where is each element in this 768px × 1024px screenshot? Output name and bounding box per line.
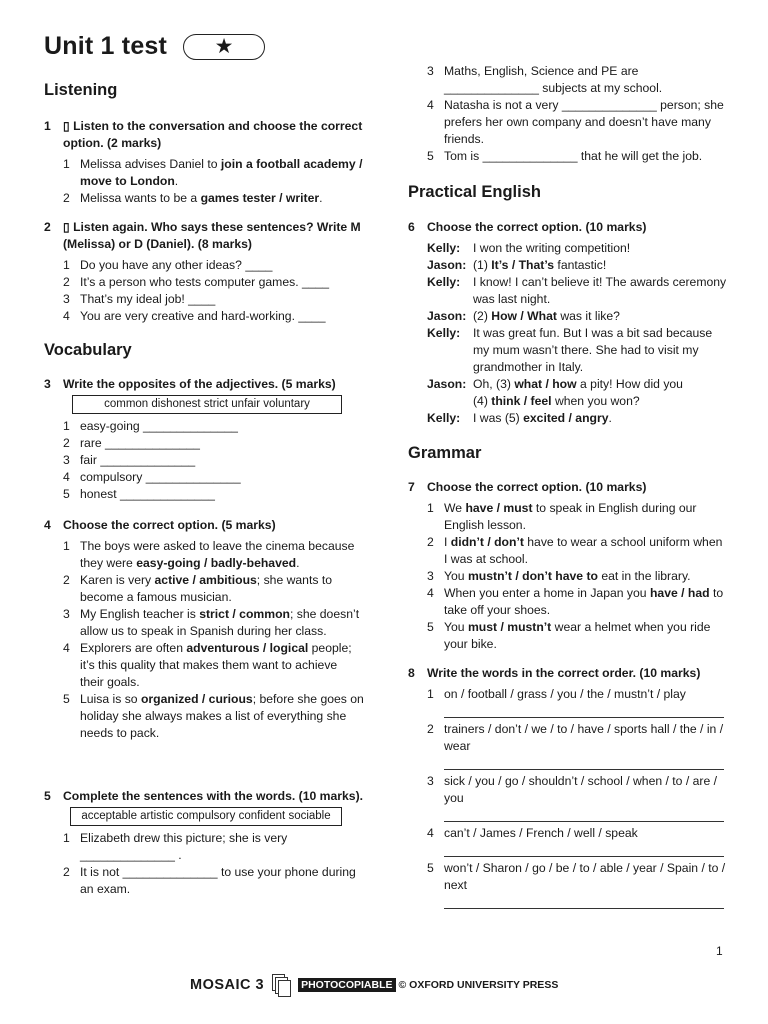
item-body — [444, 63, 728, 97]
photocopy-pages-icon — [272, 974, 290, 996]
dialogue-text — [473, 410, 728, 427]
question-number: 3 — [44, 377, 51, 391]
item-option: easy-going / badly-behaved — [136, 556, 297, 570]
item-option: adventurous / logical — [186, 641, 309, 655]
item-body — [444, 534, 728, 568]
question-7 — [408, 479, 728, 653]
speaker: Kelly: — [427, 275, 461, 289]
list-item — [63, 156, 364, 190]
item-text-end: wear a helmet when you ride your bike. — [444, 620, 711, 651]
dialogue-line — [427, 240, 728, 257]
item-number: 1 — [63, 831, 70, 845]
list-item — [63, 486, 364, 503]
question-instruction: ▯ Listen again. Who says these sentences? Write M (Melissa) or D (Daniel). (8 marks) — [63, 220, 361, 251]
question-number: 8 — [408, 666, 415, 680]
item-text: can’t / James / French / well / speak — [444, 826, 638, 840]
item-body — [444, 721, 728, 755]
item-text: That’s my ideal job! ____ — [80, 292, 216, 306]
list-item — [427, 500, 728, 534]
item-text: fair ______________ — [80, 453, 196, 467]
section-listening: Listening — [44, 81, 118, 99]
item-body — [80, 190, 364, 207]
answer-line — [444, 703, 724, 718]
speaker: Jason: — [427, 309, 467, 323]
item-number: 2 — [63, 275, 70, 289]
item-number: 2 — [427, 535, 434, 549]
list-item — [63, 830, 364, 864]
question-instruction: Choose the correct option. (10 marks) — [427, 480, 647, 494]
list-item — [63, 257, 364, 274]
item-number: 1 — [427, 687, 434, 701]
item-option: strict / common — [199, 607, 290, 621]
item-text-end: . — [296, 556, 300, 570]
item-text: I — [444, 535, 451, 549]
question-number: 7 — [408, 480, 415, 494]
item-option: How / What — [491, 309, 557, 323]
item-text: You — [444, 569, 468, 583]
item-text: I won the writing competition! — [473, 241, 631, 255]
section-grammar: Grammar — [408, 444, 482, 462]
list-item — [63, 418, 364, 435]
list-item — [427, 63, 728, 97]
question-5 — [44, 788, 364, 898]
list-item — [63, 606, 364, 640]
question-items — [63, 830, 364, 898]
item-body — [444, 773, 728, 807]
list-item — [427, 97, 728, 148]
item-number: 1 — [63, 539, 70, 553]
dialogue-text — [473, 308, 728, 325]
item-number: 4 — [63, 470, 70, 484]
item-number: 2 — [63, 865, 70, 879]
item-text: Tom is ______________ that he will get the job. — [444, 149, 703, 163]
dialogue-line — [427, 325, 728, 376]
dialogue-text — [473, 393, 728, 410]
item-option: must / mustn’t — [467, 620, 552, 634]
item-number: 4 — [427, 826, 434, 840]
item-number: 1 — [63, 157, 70, 171]
item-text: (4) — [473, 394, 492, 408]
item-text: We — [444, 501, 466, 515]
question-instruction: ▯ Listen to the conversation and choose the correct option. (2 marks) — [63, 119, 363, 150]
list-item — [63, 190, 364, 207]
item-body — [444, 619, 728, 653]
item-text: trainers / don’t / we / to / have / sports hall / the / in / wear — [444, 722, 724, 753]
word-box: common dishonest strict unfair voluntary — [72, 395, 342, 414]
item-body — [80, 469, 364, 486]
answer-line — [444, 894, 724, 909]
speaker: Kelly: — [427, 241, 461, 255]
item-text: compulsory ______________ — [80, 470, 241, 484]
dialogue-line — [427, 393, 728, 410]
item-text: Elizabeth drew this picture; she is very ______________ . — [80, 831, 288, 862]
item-body — [444, 825, 728, 842]
item-number: 3 — [63, 292, 70, 306]
item-number: 2 — [63, 573, 70, 587]
question-2 — [44, 219, 364, 325]
item-number: 1 — [63, 419, 70, 433]
item-text: When you enter a home in Japan you — [444, 586, 650, 600]
page-title: Unit 1 test — [44, 32, 168, 60]
list-item — [63, 691, 364, 742]
item-text: My English teacher is — [80, 607, 200, 621]
item-text-end: . — [608, 411, 612, 425]
question-items — [427, 63, 728, 165]
item-number: 3 — [63, 453, 70, 467]
question-number: 4 — [44, 518, 51, 532]
item-body — [80, 291, 364, 308]
list-item — [427, 721, 728, 755]
item-body — [80, 308, 364, 325]
list-item — [63, 274, 364, 291]
question-number: 2 — [44, 220, 51, 234]
item-text: Melissa wants to be a — [80, 191, 201, 205]
question-3 — [44, 376, 364, 503]
item-text: (1) — [473, 258, 492, 272]
item-text-end: was it like? — [556, 309, 620, 323]
item-number: 2 — [63, 436, 70, 450]
brand-logo: MOSAIC 3 — [190, 977, 265, 993]
item-text: You — [444, 620, 468, 634]
item-text-end: to speak in English during our English lesson. — [444, 501, 697, 532]
item-body — [444, 860, 728, 894]
item-option: have / must — [465, 501, 533, 515]
dialogue-text — [473, 257, 728, 274]
item-text-end: eat in the library. — [597, 569, 691, 583]
question-number: 5 — [44, 789, 51, 803]
item-number: 4 — [427, 586, 434, 600]
question-1 — [44, 118, 364, 207]
item-number: 1 — [63, 258, 70, 272]
question-instruction: Complete the sentences with the words. (10 marks). — [63, 789, 364, 803]
list-item — [427, 148, 728, 165]
list-item — [427, 686, 728, 703]
dialogue-line — [427, 257, 728, 274]
list-item — [63, 572, 364, 606]
item-text: The boys were asked to leave the cinema because they were — [80, 539, 355, 570]
question-items — [63, 538, 364, 742]
item-option: join a football academy / move to London — [80, 157, 363, 188]
item-body — [444, 97, 728, 148]
item-text: won’t / Sharon / go / be / to / able / year / Spain / to / next — [444, 861, 726, 892]
answer-line — [444, 807, 724, 822]
item-number: 5 — [427, 149, 434, 163]
difficulty-star-badge: ★ — [183, 34, 265, 60]
dialogue — [408, 240, 728, 427]
list-item — [427, 534, 728, 568]
header — [44, 32, 265, 61]
item-text: It was great fun. But I was a bit sad because my mum wasn’t there. She had to visit my grandmother in Italy. — [473, 326, 713, 374]
item-number: 4 — [63, 641, 70, 655]
item-body — [444, 568, 728, 585]
section-practical-english: Practical English — [408, 183, 541, 201]
answer-line — [444, 842, 724, 857]
dialogue-line — [427, 308, 728, 325]
item-option: think / feel — [491, 394, 552, 408]
item-text: Maths, English, Science and PE are ______________ subjects at my school. — [444, 64, 663, 95]
dialogue-line — [427, 376, 728, 393]
footer — [190, 974, 558, 996]
section-vocabulary: Vocabulary — [44, 341, 132, 359]
question-items — [427, 686, 728, 909]
item-text-end: to take off your shoes. — [444, 586, 724, 617]
item-text-end: a pity! How did you — [576, 377, 683, 391]
item-option: what / how — [514, 377, 577, 391]
item-body — [80, 156, 364, 190]
item-text: Oh, (3) — [473, 377, 515, 391]
item-number: 2 — [63, 191, 70, 205]
list-item — [63, 291, 364, 308]
question-6 — [408, 219, 728, 427]
speaker — [427, 393, 473, 410]
item-text: on / football / grass / you / the / mustn’t / play — [444, 687, 686, 701]
question-instruction: Write the opposites of the adjectives. (5 marks) — [63, 377, 336, 391]
item-text: Explorers are often — [80, 641, 187, 655]
item-number: 5 — [427, 861, 434, 875]
item-body — [80, 864, 364, 898]
list-item — [63, 538, 364, 572]
dialogue-text — [473, 240, 728, 257]
item-text: Karen is very — [80, 573, 155, 587]
item-body — [444, 585, 728, 619]
item-body — [80, 691, 364, 742]
question-5-continued — [408, 63, 728, 165]
question-8 — [408, 665, 728, 912]
question-items — [63, 257, 364, 325]
word-box: acceptable artistic compulsory confident sociable — [70, 807, 342, 826]
item-text: easy-going ______________ — [80, 419, 238, 433]
list-item — [427, 585, 728, 619]
item-text-end: when you won? — [551, 394, 640, 408]
photocopiable-badge: PHOTOCOPIABLE — [298, 978, 395, 992]
item-body — [80, 274, 364, 291]
item-text: I know! I can’t believe it! The awards ceremony was last night. — [473, 275, 727, 306]
item-body — [80, 640, 364, 691]
item-option: games tester / writer — [200, 191, 320, 205]
question-items — [63, 418, 364, 503]
item-text-end: ; before she goes on holiday she always makes a list of everything she needs to pack. — [80, 692, 364, 740]
item-option: organized / curious — [140, 692, 253, 706]
item-number: 3 — [427, 774, 434, 788]
item-body — [80, 538, 364, 572]
list-item — [427, 825, 728, 842]
item-text-end: . — [174, 174, 179, 188]
item-text-end: fantastic! — [554, 258, 607, 272]
item-body — [80, 418, 364, 435]
item-number: 5 — [63, 692, 70, 706]
question-items — [427, 500, 728, 653]
item-number: 2 — [427, 722, 434, 736]
item-text: sick / you / go / shouldn’t / school / when / to / are / you — [444, 774, 718, 805]
page-number: 1 — [716, 944, 723, 958]
item-number: 5 — [63, 487, 70, 501]
list-item — [427, 619, 728, 653]
item-number: 3 — [427, 64, 434, 78]
item-text: Do you have any other ideas? ____ — [80, 258, 273, 272]
list-item — [63, 640, 364, 691]
question-number: 6 — [408, 220, 415, 234]
item-text: Natasha is not a very ______________ person; she prefers her own company and doesn’t have many friends. — [444, 98, 724, 146]
speaker: Jason: — [427, 377, 467, 391]
item-text: honest ______________ — [80, 487, 215, 501]
item-text: You are very creative and hard-working. ____ — [80, 309, 326, 323]
item-text-end: . — [319, 191, 323, 205]
item-option: active / ambitious — [154, 573, 257, 587]
item-text: Luisa is so — [80, 692, 141, 706]
speaker: Kelly: — [427, 326, 461, 340]
item-text: rare ______________ — [80, 436, 200, 450]
item-text-end: people; it’s this quality that makes them want to achieve their goals. — [80, 641, 352, 689]
list-item — [63, 469, 364, 486]
list-item — [63, 435, 364, 452]
item-number: 1 — [427, 501, 434, 515]
question-number: 1 — [44, 119, 51, 133]
answer-line — [444, 755, 724, 770]
dialogue-line — [427, 274, 728, 308]
item-option: have / had — [649, 586, 710, 600]
item-body — [444, 148, 728, 165]
item-option: didn’t / don’t — [450, 535, 524, 549]
item-option: excited / angry — [523, 411, 609, 425]
item-text: It is not ______________ to use your phone during an exam. — [80, 865, 356, 896]
item-body — [80, 830, 364, 864]
item-number: 4 — [427, 98, 434, 112]
item-option: mustn’t / don’t have to — [467, 569, 598, 583]
speaker: Jason: — [427, 258, 467, 272]
question-instruction: Write the words in the correct order. (10 marks) — [427, 666, 701, 680]
item-body — [80, 572, 364, 606]
list-item — [63, 308, 364, 325]
question-items — [63, 156, 364, 207]
item-body — [80, 257, 364, 274]
item-number: 3 — [63, 607, 70, 621]
dialogue-text — [473, 325, 728, 376]
item-text-end: ; she wants to become a famous musician. — [80, 573, 332, 604]
item-option: It’s / That’s — [491, 258, 555, 272]
item-body — [80, 452, 364, 469]
dialogue-text — [473, 376, 728, 393]
list-item — [63, 452, 364, 469]
item-number: 5 — [427, 620, 434, 634]
item-body — [444, 500, 728, 534]
list-item — [427, 773, 728, 807]
list-item — [63, 864, 364, 898]
item-text: I was (5) — [473, 411, 524, 425]
item-text-end: have to wear a school uniform when I was at school. — [444, 535, 723, 566]
item-body — [80, 486, 364, 503]
item-body — [80, 606, 364, 640]
question-instruction: Choose the correct option. (10 marks) — [427, 220, 647, 234]
dialogue-line — [427, 410, 728, 427]
item-number: 3 — [427, 569, 434, 583]
item-text: (2) — [473, 309, 492, 323]
dialogue-text — [473, 274, 728, 308]
item-body — [80, 435, 364, 452]
question-4 — [44, 517, 364, 742]
item-number: 4 — [63, 309, 70, 323]
item-text: It’s a person who tests computer games. ____ — [80, 275, 330, 289]
speaker: Kelly: — [427, 411, 461, 425]
question-instruction: Choose the correct option. (5 marks) — [63, 518, 276, 532]
publisher-credit: © OXFORD UNIVERSITY PRESS — [398, 979, 559, 991]
item-text: Melissa advises Daniel to — [80, 157, 221, 171]
list-item — [427, 568, 728, 585]
list-item — [427, 860, 728, 894]
item-body — [444, 686, 728, 703]
item-text-end: ; she doesn’t allow us to speak in Spanish during her class. — [80, 607, 360, 638]
